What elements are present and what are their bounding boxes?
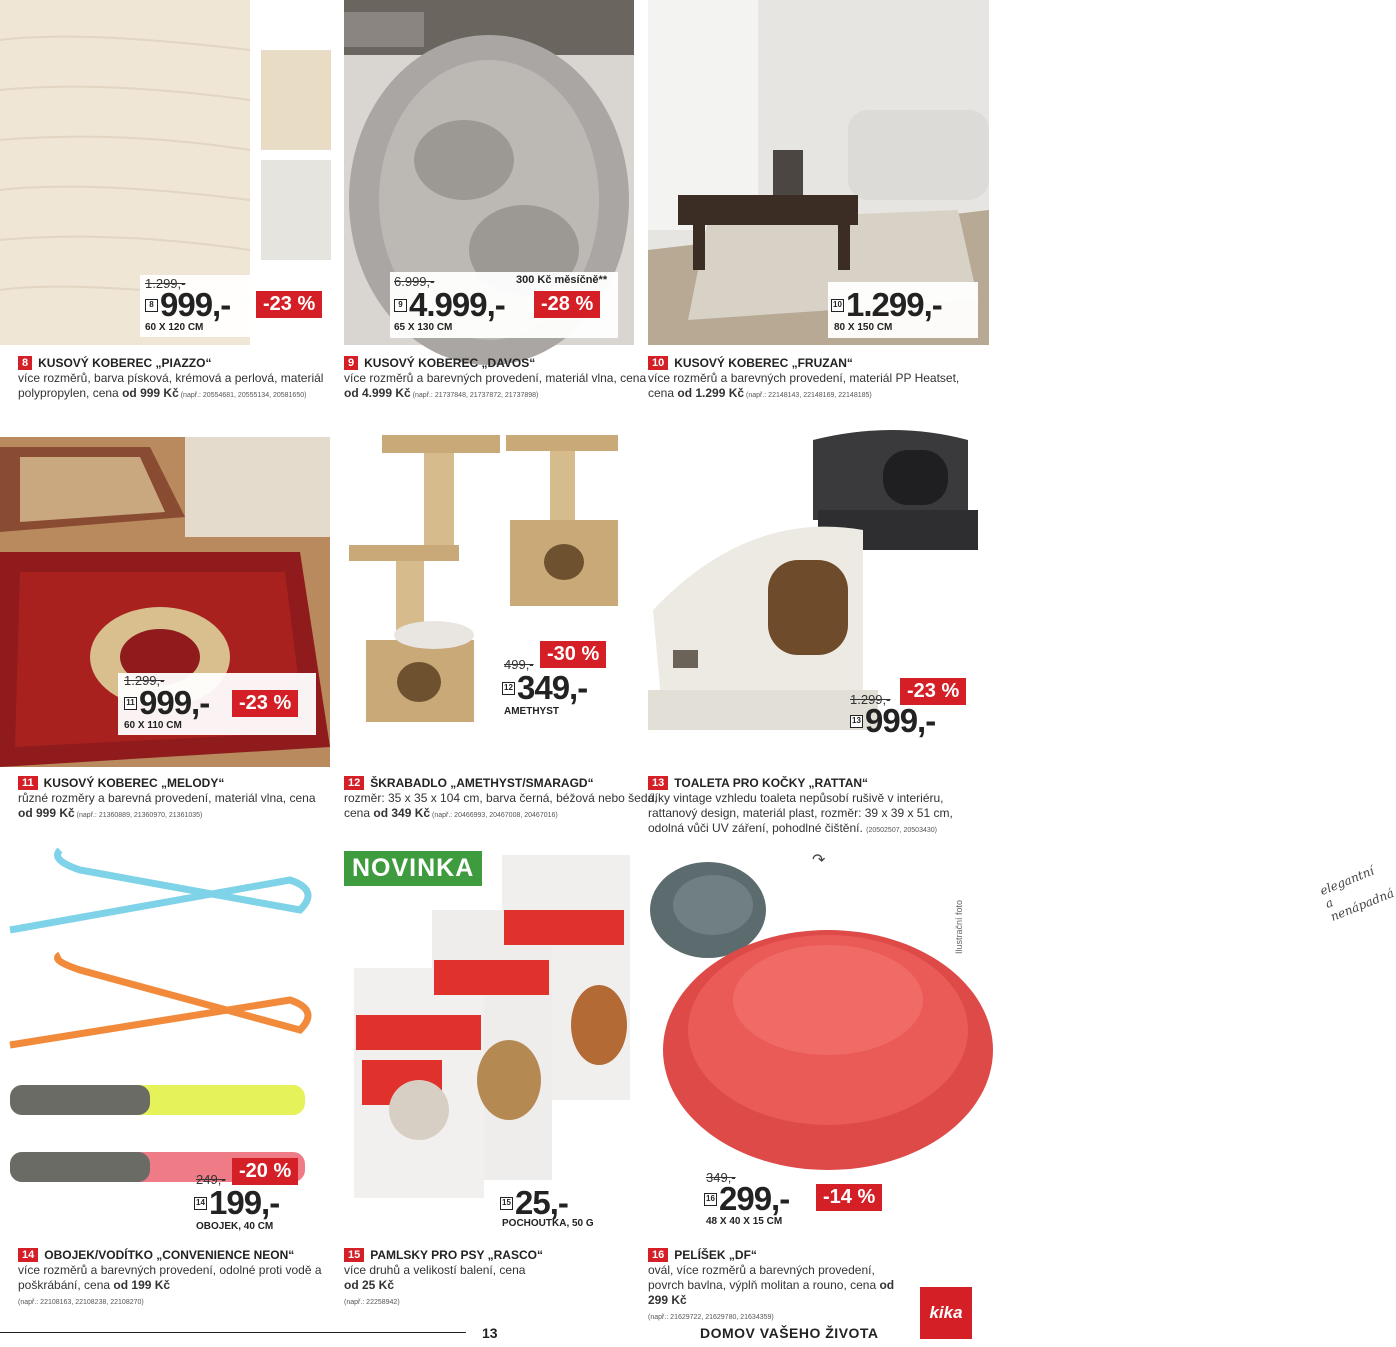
price-from: od 349 Kč <box>373 806 431 820</box>
product-title: OBOJEK/VODÍTKO „CONVENIENCE NEON“ <box>44 1248 295 1262</box>
product-codes: (např.: 20554681, 20555134, 20581650) <box>178 392 307 399</box>
product-text: rozměr: 35 x 35 x 104 cm, barva černá, béžová nebo šedá, cena <box>344 791 658 820</box>
discount-badge: -28 % <box>534 291 600 318</box>
page-number: 13 <box>482 1325 498 1341</box>
price-row <box>145 286 230 324</box>
discount-badge: -30 % <box>540 641 606 668</box>
price-from: od 999 Kč <box>122 386 179 400</box>
handwritten-note: elegantní a nenápadná <box>1318 863 1396 924</box>
dog-treats-image <box>344 850 634 1200</box>
old-price: 1.299,- <box>145 276 186 291</box>
item-number: 16 <box>704 1193 717 1206</box>
price-from: od 999 Kč <box>18 806 75 820</box>
product-codes: (např.: 20466993, 20467008, 20467016) <box>430 812 558 819</box>
price-from: od 1.299 Kč <box>677 386 745 400</box>
old-price: 249,- <box>196 1172 226 1187</box>
price: 999,- <box>160 286 231 323</box>
product-codes: (např.: 21360889, 21360970, 21361035) <box>74 812 203 819</box>
price-from: od 199 Kč <box>113 1278 171 1292</box>
price: 349,- <box>517 669 588 706</box>
size-label: OBOJEK, 40 CM <box>196 1221 274 1232</box>
product-10 <box>648 0 978 440</box>
size-label: 80 X 150 CM <box>834 322 893 333</box>
product-description <box>344 1248 659 1310</box>
product-11 <box>0 420 330 860</box>
price: 1.299,- <box>846 286 942 323</box>
price: 4.999,- <box>409 286 505 323</box>
illustration-note: Ilustrační foto <box>954 900 964 955</box>
product-description <box>648 776 963 838</box>
product-title: PELÍŠEK „DF“ <box>674 1248 757 1262</box>
price-from: od 25 Kč <box>344 1278 395 1292</box>
size-label: AMETHYST <box>504 706 559 717</box>
cat-scratcher-image <box>344 420 634 765</box>
product-number-badge: 8 <box>18 356 32 370</box>
discount-badge: -20 % <box>232 1158 298 1185</box>
product-number-badge: 12 <box>344 776 364 790</box>
product-16 <box>648 840 978 1320</box>
old-price: 499,- <box>504 657 534 672</box>
discount-badge: -14 % <box>816 1184 882 1211</box>
product-15 <box>344 840 674 1320</box>
product-title: KUSOVÝ KOBEREC „DAVOS“ <box>364 356 536 370</box>
price: 999,- <box>865 702 936 739</box>
product-title: TOALETA PRO KOČKY „RATTAN“ <box>674 776 869 790</box>
product-15-photo <box>344 850 634 1200</box>
product-number-badge: 11 <box>18 776 38 790</box>
item-number: 15 <box>500 1197 513 1210</box>
product-codes: (20502507, 20503430) <box>866 827 937 834</box>
product-number-badge: 15 <box>344 1248 364 1262</box>
product-number-badge: 13 <box>648 776 668 790</box>
product-text: více druhů a velikostí balení, cena <box>344 1263 526 1277</box>
product-text: ovál, více rozměrů a barevných provedení, povrch bavlna, výplň molitan a rouno, cena <box>648 1263 880 1292</box>
product-codes: (např.: 22148143, 22148169, 22148185) <box>744 392 872 399</box>
product-description <box>18 1248 333 1310</box>
price: 25,- <box>515 1184 568 1221</box>
product-8 <box>0 0 330 440</box>
discount-badge: -23 % <box>256 291 322 318</box>
footer-slogan: DOMOV VAŠEHO ŽIVOTA <box>700 1325 879 1341</box>
old-price: 349,- <box>706 1170 736 1185</box>
product-text: díky vintage vzhledu toaleta nepůsobí rušivě v interiéru, rattanový design, materiál plast, rozměr: 39 x 39 x 51 cm, odolná vůči UV záření, pohodlné čištění. <box>648 791 953 835</box>
product-title: KUSOVÝ KOBEREC „PIAZZO“ <box>38 356 212 370</box>
price-from: od 4.999 Kč <box>344 386 411 400</box>
size-label: 65 X 130 CM <box>394 322 453 333</box>
product-13-photo <box>648 420 989 765</box>
leash-collar-image <box>0 840 330 1200</box>
item-number: 11 <box>124 697 137 710</box>
item-number: 12 <box>502 682 515 695</box>
item-number: 10 <box>831 299 844 312</box>
item-number: 14 <box>194 1197 207 1210</box>
price: 299,- <box>719 1180 790 1217</box>
product-description <box>648 1248 963 1325</box>
product-title: KUSOVÝ KOBEREC „MELODY“ <box>43 776 225 790</box>
monthly-payment: 300 Kč měsíčně** <box>516 274 608 286</box>
product-number-badge: 14 <box>18 1248 38 1262</box>
price: 999,- <box>139 684 210 721</box>
product-16-photo <box>648 850 989 1190</box>
product-number-badge: 16 <box>648 1248 668 1262</box>
price-row <box>394 286 505 324</box>
old-price: 6.999,- <box>394 274 435 289</box>
product-text: více rozměrů a barevných provedení, materiál vlna, cena <box>344 371 647 385</box>
product-description <box>344 776 659 823</box>
product-description <box>18 776 333 823</box>
product-codes: (např.: 22258942) <box>344 1299 400 1306</box>
product-12 <box>344 420 674 860</box>
size-label: POCHOUTKA, 50 G <box>502 1218 594 1229</box>
item-number: 9 <box>394 299 407 312</box>
footer-divider <box>0 1332 466 1333</box>
price: 199,- <box>209 1184 280 1221</box>
product-title: KUSOVÝ KOBEREC „FRUZAN“ <box>674 356 853 370</box>
cat-toilet-image <box>648 420 989 765</box>
size-label: 48 X 40 X 15 CM <box>706 1216 783 1227</box>
item-number: 8 <box>145 299 158 312</box>
product-text: různé rozměry a barevná provedení, materiál vlna, cena <box>18 791 316 805</box>
arrow-icon: ↷ <box>812 852 826 869</box>
size-label: 60 X 110 CM <box>124 720 182 731</box>
product-number-badge: 9 <box>344 356 358 370</box>
old-price: 1.299,- <box>124 673 165 688</box>
product-12-photo <box>344 420 634 765</box>
product-text: více rozměrů a barevných provedení, odolné proti vodě a poškrábání, cena <box>18 1263 322 1292</box>
product-description <box>18 356 333 403</box>
price-row <box>500 1184 568 1222</box>
price-row <box>704 1180 789 1218</box>
product-9 <box>344 0 674 440</box>
old-price: 1.299,- <box>850 692 891 707</box>
kika-logo-text: kika <box>929 1303 963 1322</box>
discount-badge: -23 % <box>232 690 298 717</box>
product-title: ŠKRABADLO „AMETHYST/SMARAGD“ <box>370 776 594 790</box>
price-row <box>850 702 935 740</box>
product-description <box>648 356 963 403</box>
product-number-badge: 10 <box>648 356 668 370</box>
product-13 <box>648 420 1396 924</box>
pet-bed-image <box>648 850 989 1190</box>
product-text: více rozměrů a barevných provedení, materiál PP Heatset, cena <box>648 371 960 400</box>
price-row <box>502 669 587 707</box>
product-text: více rozměrů, barva písková, krémová a perlová, materiál polypropylen, cena <box>18 371 324 400</box>
discount-badge: -23 % <box>900 678 966 705</box>
item-number: 13 <box>850 715 863 728</box>
product-codes: (např.: 22108163, 22108238, 22108270) <box>18 1299 144 1306</box>
product-14-photo <box>0 840 330 1200</box>
product-codes: (např.: 21737848, 21737872, 21737898) <box>410 392 539 399</box>
size-label: 60 X 120 CM <box>145 322 204 333</box>
kika-logo <box>920 1287 972 1339</box>
price-from: od 299 Kč <box>648 1278 895 1307</box>
product-description <box>344 356 659 403</box>
price-row <box>831 286 942 324</box>
product-14 <box>0 840 330 1320</box>
novinka-badge: NOVINKA <box>344 851 482 886</box>
product-title: PAMLSKY PRO PSY „RASCO“ <box>370 1248 543 1262</box>
price-row <box>194 1184 279 1222</box>
price-row <box>124 684 209 722</box>
product-codes: (např.: 21629722, 21629780, 21634359) <box>648 1314 774 1321</box>
